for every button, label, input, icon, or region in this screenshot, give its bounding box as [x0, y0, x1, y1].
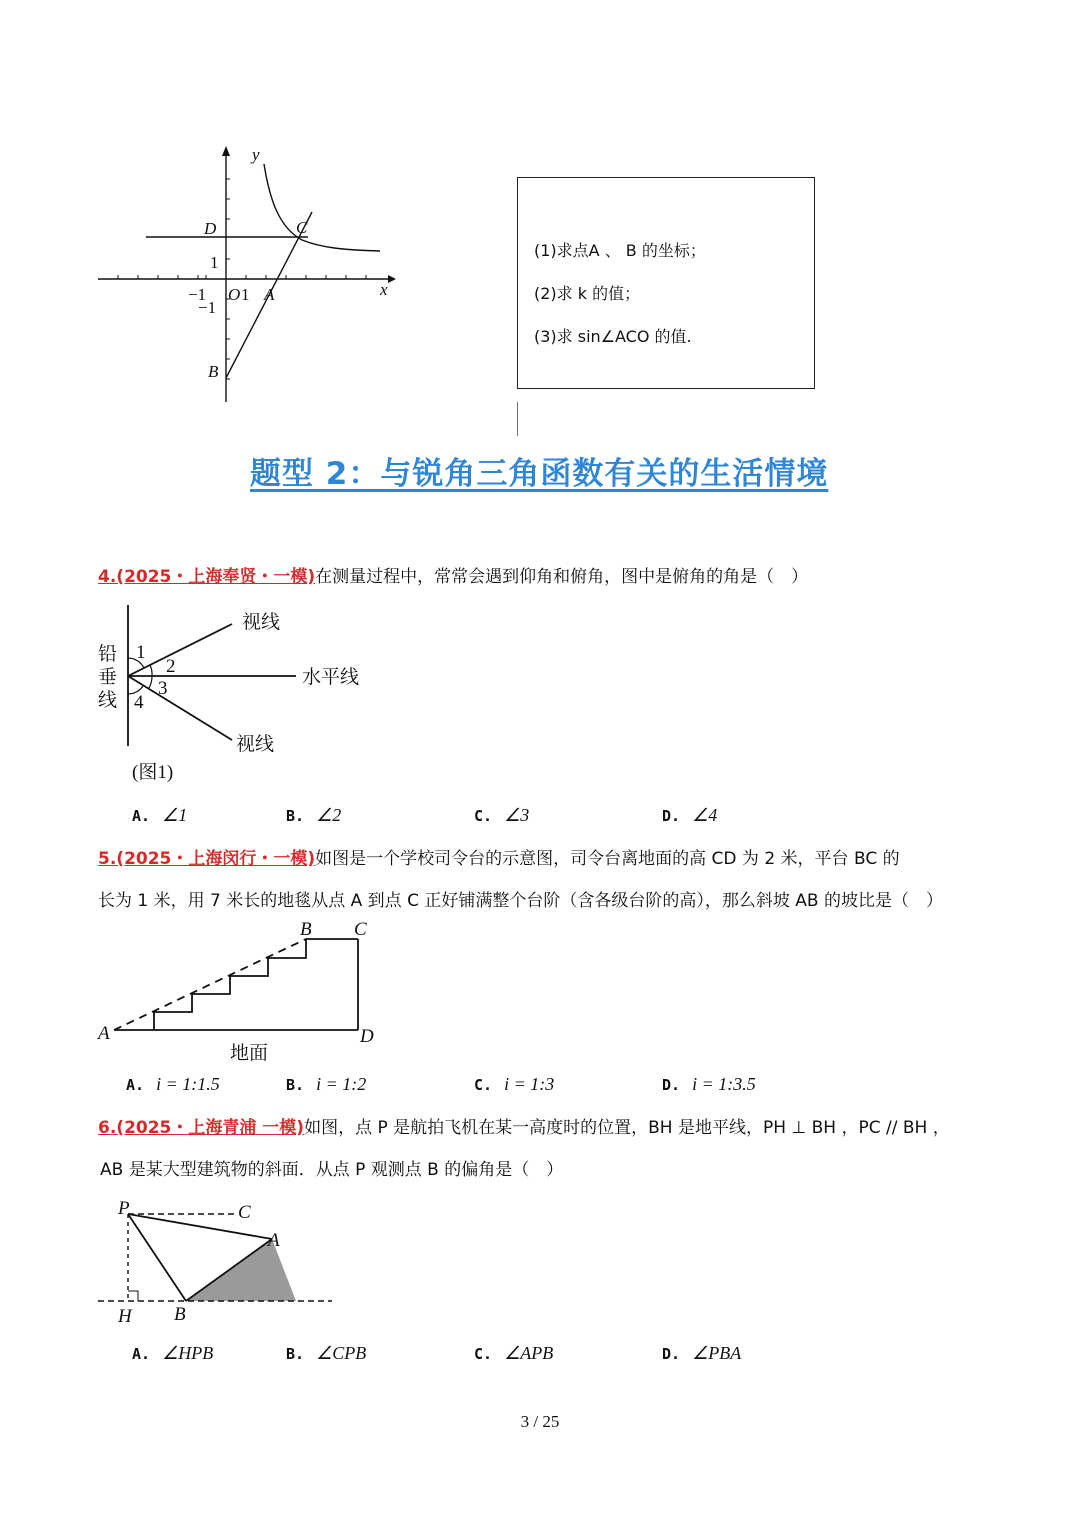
label-h: H — [118, 1306, 132, 1327]
q6-number: 6. — [98, 1118, 117, 1138]
angle-3-label: 3 — [158, 678, 168, 699]
angle-1-label: 1 — [136, 642, 146, 663]
vertical-label-1: 铅 — [98, 643, 118, 665]
q5-option-a[interactable]: A. i = 1:1.5 — [126, 1074, 220, 1094]
label-x: x — [380, 280, 388, 299]
label-neg1-y: −1 — [198, 298, 217, 317]
question-box — [517, 177, 815, 389]
label-p: P — [118, 1198, 130, 1219]
q4-option-a[interactable]: A. ∠1 — [132, 805, 188, 825]
q5-text-line1 — [98, 848, 900, 870]
q4-number: 4. — [98, 567, 117, 587]
q5-number: 5. — [98, 849, 117, 869]
q5-text-line2: 长为 1 米，用 7 米长的地毯从点 A 到点 C 正好铺满整个台阶（含各级台阶的高），那么斜坡 AB 的坡比是（ ） — [98, 891, 943, 911]
angle-2-label: 2 — [166, 656, 176, 677]
box-line-2: (2)求 k 的值； — [534, 284, 641, 303]
q6-option-d[interactable]: D. ∠PBA — [662, 1343, 742, 1363]
label-d: D — [360, 1026, 374, 1047]
vertical-label-2: 垂 — [98, 666, 118, 688]
page-number: 3 / 25 — [520, 1412, 560, 1431]
label-1-x: 1 — [241, 285, 250, 304]
hyperbola — [264, 164, 380, 251]
q6-body-1: 如图，点 P 是航拍飞机在某一高度时的位置，BH 是地平线，PH ⊥ BH ，PC // BH ， — [304, 1118, 950, 1138]
q4-text — [98, 566, 808, 588]
ground-label: 地面 — [230, 1042, 269, 1064]
q6-option-a[interactable]: A. ∠HPB — [132, 1343, 214, 1363]
coordinate-figure — [90, 140, 400, 410]
right-angle-mark — [128, 1291, 138, 1301]
q5-figure — [92, 915, 392, 1070]
divider-mark — [517, 402, 518, 436]
section-title: 题型 2：与锐角三角函数有关的生活情境 — [250, 456, 829, 492]
q6-text-line2: AB 是某大型建筑物的斜面．从点 P 观测点 B 的偏角是（ ） — [100, 1160, 564, 1180]
label-c: C — [354, 919, 367, 940]
figure-caption: (图1) — [132, 762, 174, 783]
label-o: O — [228, 285, 241, 304]
label-b: B — [208, 362, 219, 381]
label-c: C — [238, 1202, 251, 1223]
label-a: A — [268, 1230, 280, 1251]
q4-option-d[interactable]: D. ∠4 — [662, 805, 718, 825]
label-b: B — [300, 919, 312, 940]
vertical-label-3: 线 — [98, 689, 118, 711]
q5-option-d[interactable]: D. i = 1:3.5 — [662, 1074, 756, 1094]
sightline-bottom-label: 视线 — [236, 733, 275, 755]
q5-option-b[interactable]: B. i = 1:2 — [286, 1074, 367, 1094]
q4-option-c[interactable]: C. ∠3 — [474, 805, 530, 825]
box-line-1: (1)求点A 、 B 的坐标； — [534, 241, 706, 260]
horizontal-line-label: 水平线 — [302, 666, 360, 688]
q5-source: (2025・上海闵行・一模) — [116, 849, 316, 869]
angle-4-label: 4 — [134, 692, 144, 713]
sightline-top-label: 视线 — [242, 611, 281, 633]
label-1-y: 1 — [210, 253, 219, 272]
q4-figure — [92, 600, 392, 790]
label-a: A — [98, 1023, 110, 1044]
line-pb — [128, 1214, 186, 1301]
q6-option-b[interactable]: B. ∠CPB — [286, 1343, 367, 1363]
q6-figure — [92, 1192, 342, 1332]
label-y: y — [252, 145, 260, 164]
stairs — [154, 939, 306, 1030]
q6-text-line1 — [98, 1117, 950, 1139]
q4-option-b[interactable]: B. ∠2 — [286, 805, 342, 825]
q4-body: 在测量过程中，常常会遇到仰角和俯角，图中是俯角的角是（ ） — [315, 567, 809, 587]
q4-source: (2025・上海奉贤・一模) — [116, 567, 316, 587]
q5-body-1: 如图是一个学校司令台的示意图，司令台离地面的高 CD 为 2 米，平台 BC 的 — [315, 849, 900, 869]
q5-option-c[interactable]: C. i = 1:3 — [474, 1074, 555, 1094]
q6-source: (2025・上海青浦 一模) — [116, 1118, 305, 1138]
label-a: A — [264, 285, 275, 304]
label-neg1-x: −1 — [188, 285, 207, 304]
label-b: B — [174, 1304, 186, 1325]
label-c: C — [296, 218, 308, 237]
sightline-down — [128, 676, 232, 740]
q6-option-c[interactable]: C. ∠APB — [474, 1343, 554, 1363]
slope-ab — [114, 939, 306, 1030]
box-line-3: (3)求 sin∠ACO 的值. — [534, 327, 692, 346]
label-d: D — [204, 219, 217, 238]
